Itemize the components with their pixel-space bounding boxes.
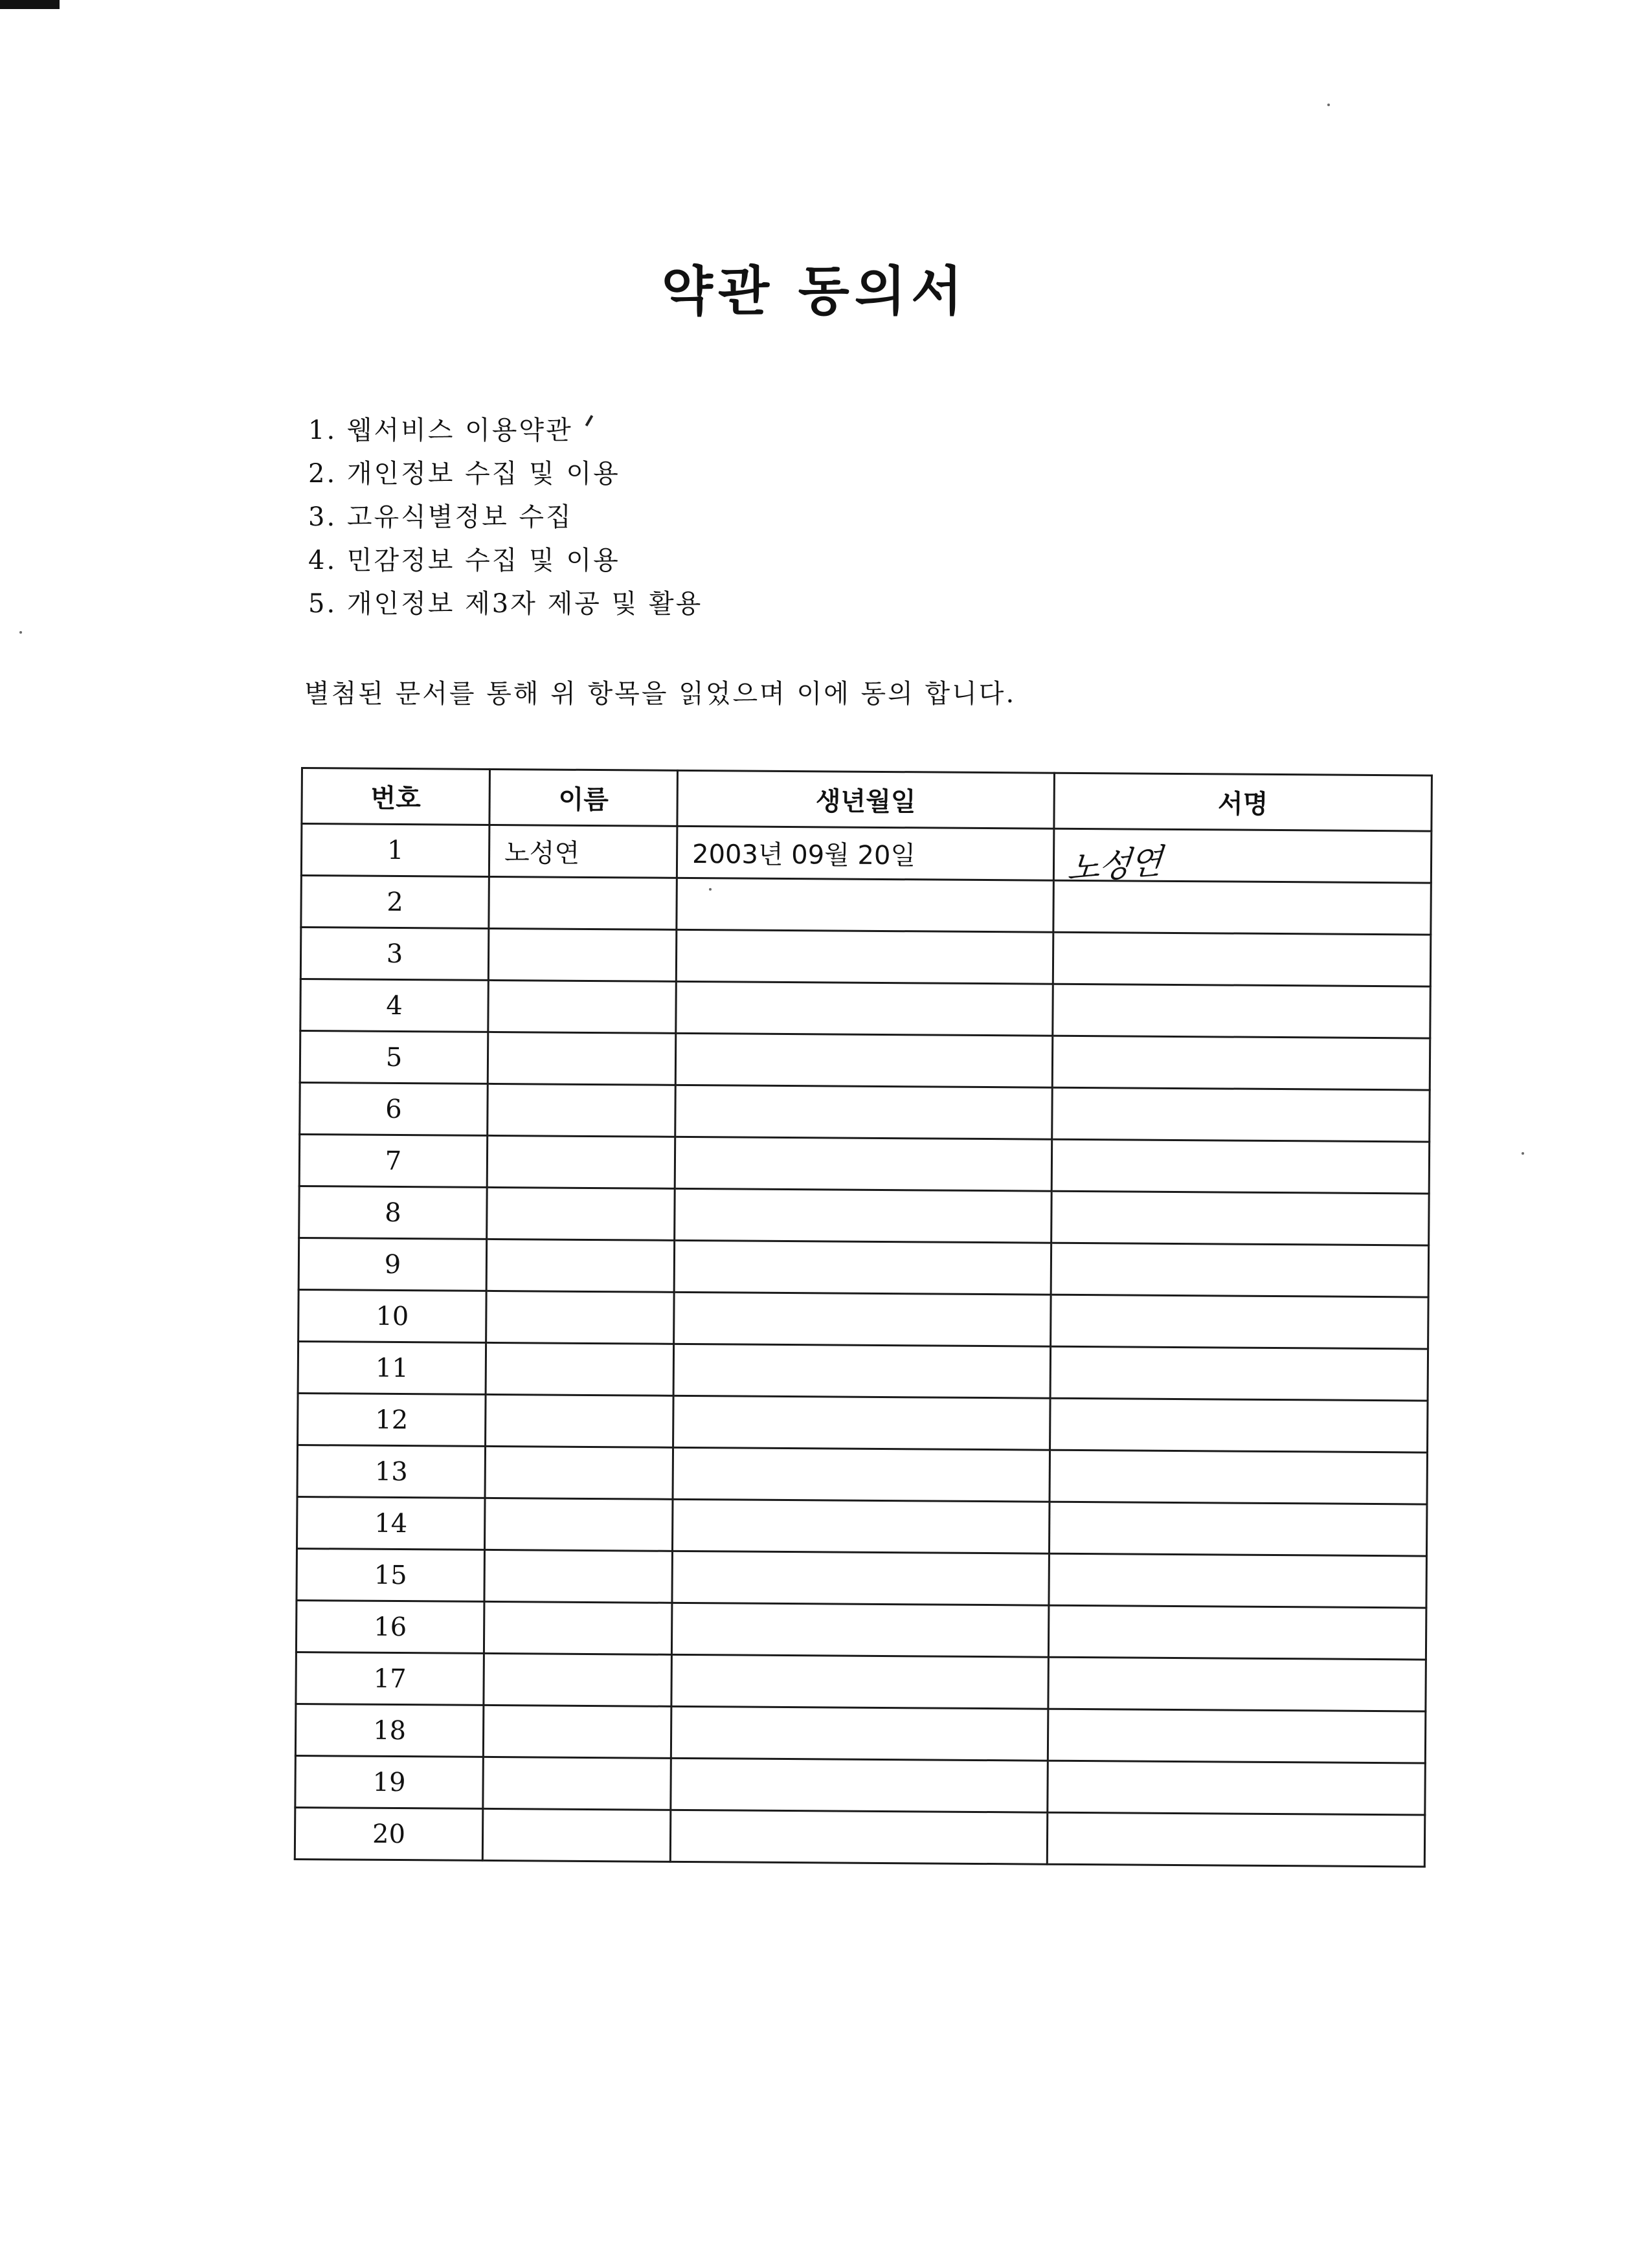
row-number: 10 [298,1289,487,1342]
row-name[interactable] [484,1550,673,1603]
row-name[interactable] [488,980,677,1033]
row-birthdate[interactable] [675,1188,1052,1243]
row-number: 7 [299,1134,488,1187]
row-number: 20 [295,1807,483,1860]
row-birthdate[interactable] [673,1447,1050,1502]
row-name[interactable] [486,1239,675,1292]
row-birthdate[interactable] [670,1810,1048,1864]
row-birthdate[interactable] [676,929,1053,984]
row-name[interactable] [487,1135,675,1188]
table-row [300,979,1430,1039]
pen-tick-mark [585,415,592,427]
table-row [300,928,1430,987]
table-body [295,824,1432,1867]
row-birthdate[interactable]: 2003년 09월 20일 [677,826,1054,880]
row-birthdate[interactable] [671,1603,1049,1657]
row-number: 6 [300,1082,488,1135]
row-number: 14 [297,1496,485,1550]
row-name[interactable] [483,1757,671,1810]
header-number: 번호 [302,768,490,825]
row-name[interactable] [489,876,677,929]
row-name[interactable] [484,1601,672,1654]
row-number: 16 [296,1600,484,1653]
row-signature-cell[interactable] [1053,984,1431,1038]
row-birthdate[interactable] [677,878,1054,932]
row-number: 17 [296,1652,484,1705]
row-number: 18 [295,1704,484,1757]
table-row [296,1600,1426,1660]
agreement-item: 3. 고유식별정보 수집 [308,502,573,532]
row-signature-cell[interactable] [1051,1191,1430,1245]
signature-table-container [294,767,1433,1868]
agreement-item: 2. 개인정보 수집 및 이용 [308,459,620,489]
row-name[interactable] [483,1705,671,1758]
agreement-statement: 별첨된 문서를 통해 위 항목을 읽었으며 이에 동의 합니다. [304,679,1017,709]
agreement-item: 5. 개인정보 제3자 제공 및 활용 [308,589,703,619]
agreement-items-list [308,409,702,626]
row-number: 13 [297,1445,486,1498]
table-row [296,1652,1426,1711]
table-row [300,1082,1430,1142]
row-signature-cell[interactable] [1048,1605,1426,1660]
signature-table [294,767,1433,1868]
row-birthdate[interactable] [674,1292,1051,1346]
row-signature-cell[interactable] [1048,1657,1426,1711]
handwritten-signature: 노성연 [1065,842,1163,889]
row-signature-cell[interactable] [1050,1398,1428,1452]
row-number: 12 [298,1393,486,1446]
scan-speck [1327,104,1330,106]
header-name: 이름 [489,769,678,826]
table-row [298,1341,1428,1401]
row-name[interactable] [482,1808,671,1862]
table-row [295,1755,1425,1815]
table-row [295,1704,1425,1763]
row-birthdate[interactable] [675,1137,1052,1191]
table-row [301,876,1431,935]
row-number: 8 [299,1186,488,1239]
row-name[interactable] [488,1032,676,1085]
agreement-item-text: 1. 웹서비스 이용약관 [308,416,573,445]
row-name[interactable] [486,1291,675,1344]
row-number: 2 [301,876,489,929]
table-row [298,1289,1428,1349]
table-row [301,824,1431,884]
document-title: 약관 동의서 [661,261,968,322]
row-number: 9 [298,1238,487,1291]
row-birthdate[interactable] [675,1085,1053,1139]
row-name[interactable] [486,1394,674,1447]
row-name[interactable] [488,1084,676,1137]
row-signature-cell[interactable] [1050,1346,1428,1401]
header-birthdate: 생년월일 [677,770,1055,828]
scan-speck [19,631,22,634]
row-name[interactable] [485,1446,673,1499]
row-birthdate[interactable] [672,1551,1050,1605]
row-number: 5 [300,1031,488,1084]
table-row [295,1807,1424,1867]
row-signature-cell[interactable] [1053,828,1432,889]
table-row [298,1393,1428,1452]
table-row [297,1548,1426,1608]
row-birthdate[interactable] [676,981,1053,1036]
row-name[interactable] [484,1653,672,1706]
table-row [297,1496,1426,1556]
row-number: 3 [300,928,489,981]
table-header-row [302,768,1432,832]
row-name[interactable] [484,1498,673,1551]
row-name[interactable] [488,928,677,981]
row-birthdate[interactable] [673,1344,1051,1398]
row-birthdate[interactable] [674,1240,1051,1295]
row-signature-cell[interactable] [1048,1709,1426,1763]
row-signature-cell[interactable] [1053,880,1432,935]
row-birthdate[interactable] [672,1499,1050,1553]
table-row [298,1238,1428,1297]
row-signature-cell[interactable] [1049,1502,1427,1556]
row-birthdate[interactable] [673,1395,1051,1450]
row-signature-cell[interactable] [1051,1243,1429,1297]
row-signature-cell[interactable] [1052,1087,1430,1142]
row-number: 11 [298,1341,486,1394]
row-number: 19 [295,1755,484,1808]
scan-corner-mark [0,0,60,9]
table-row [297,1445,1427,1504]
row-number: 1 [301,824,489,877]
row-signature-cell[interactable] [1053,932,1431,986]
row-name[interactable] [486,1342,674,1395]
row-signature-cell[interactable] [1048,1761,1426,1815]
scan-speck [1522,1152,1524,1155]
row-name[interactable]: 노성연 [489,825,677,878]
header-signature: 서명 [1054,773,1432,831]
row-signature-cell[interactable] [1049,1553,1427,1608]
row-number: 4 [300,979,489,1032]
row-signature-cell[interactable] [1051,1139,1430,1194]
table-row [299,1134,1429,1194]
row-birthdate[interactable] [671,1654,1049,1709]
row-birthdate[interactable] [671,1706,1048,1761]
row-signature-cell[interactable] [1051,1295,1429,1349]
agreement-item: 4. 민감정보 수집 및 이용 [308,546,620,575]
table-row [299,1186,1429,1245]
row-name[interactable] [487,1187,675,1240]
row-signature-cell[interactable] [1047,1812,1425,1867]
agreement-item [308,409,702,452]
table-row [300,1031,1430,1091]
row-birthdate[interactable] [675,1033,1053,1087]
row-signature-cell[interactable] [1052,1036,1430,1090]
row-birthdate[interactable] [671,1758,1048,1812]
row-signature-cell[interactable] [1050,1450,1428,1504]
row-number: 15 [297,1548,485,1601]
